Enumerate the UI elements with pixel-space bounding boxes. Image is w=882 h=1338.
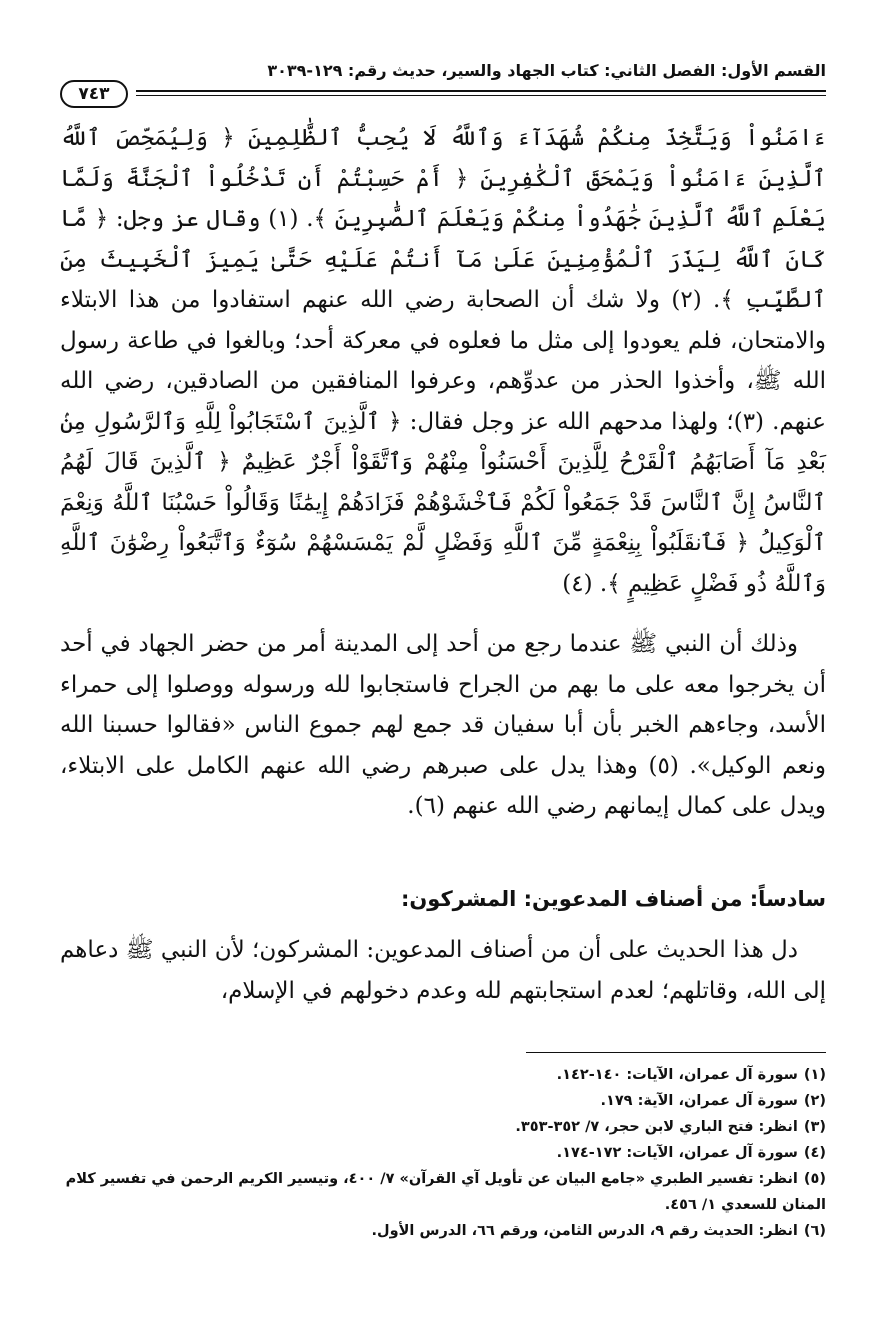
footnote-number: (٢) [803, 1093, 826, 1109]
footnote-2 [60, 1088, 826, 1114]
page-number: ٧٤٣ [60, 80, 128, 108]
header-rule [136, 90, 826, 96]
footnote-text: انظر: فتح الباري لابن حجر، ٧/ ٣٥٢-٣٥٣. [515, 1119, 798, 1135]
main-paragraph-1 [60, 118, 826, 604]
footnote-number: (٣) [803, 1119, 826, 1135]
footnote-text: سورة آل عمران، الآيات: ١٤٠-١٤٢. [556, 1067, 798, 1083]
paragraph-text: دل هذا الحديث على أن من أصناف المدعوين: المشركون؛ لأن النبي ﷺ دعاهم إلى الله، وقاتلهم؛ لعدم استجابتهم لله وعدم دخولهم في الإسلام، [60, 937, 826, 1004]
footnote-text: سورة آل عمران، الآيات: ١٧٢-١٧٤. [556, 1145, 798, 1161]
footnote-text: سورة آل عمران، الآية: ١٧٩. [600, 1093, 798, 1109]
footnote-text: انظر: تفسير الطبري «جامع البيان عن تأويل آي القرآن» ٧/ ٤٠٠، وتيسير الكريم الرحمن في تفسير كلام المنان للسعدي ١/ ٤٥٦. [65, 1171, 826, 1213]
book-page [60, 58, 826, 1288]
footnotes [60, 1062, 826, 1244]
footnote-4 [60, 1140, 826, 1166]
section-heading: سادساً: من أصناف المدعوين: المشركون: [400, 887, 826, 911]
footnote-text: انظر: الحديث رقم ٩، الدرس الثامن، ورقم ٦٦، الدرس الأول. [371, 1223, 798, 1239]
main-paragraph-3 [60, 930, 826, 1011]
footnote-5 [60, 1166, 826, 1218]
footnote-number: (٤) [803, 1145, 826, 1161]
footnote-number: (٦) [803, 1223, 826, 1239]
paragraph-text: وذلك أن النبي ﷺ عندما رجع من أحد إلى المدينة أمر من حضر الجهاد في أحد أن يخرجوا معه على ما بهم من الجراح فاستجابوا لله ورسوله ووصلوا إلى حمراء الأسد، وجاءهم الخبر بأن أبا سفيان قد جمع لهم جموع الناس «فقالوا حسبنا الله ونعم الوكيل». (٥) وهذا يدل على صبرهم رضي الله عنهم الكامل على الابتلاء، ويدل على كمال إيمانهم رضي الله عنهم (٦). [60, 631, 826, 819]
footnote-number: (١) [803, 1067, 826, 1083]
paragraph-text: ءَامَنُواْ وَيَتَّخِذَ مِنكُمْ شُهَدَآءَ وَٱللَّهُ لَا يُحِبُّ ٱلظَّٰلِمِينَ ﴿ وَلِيُمَحِّصَ ٱللَّهُ ٱلَّذِينَ ءَامَنُواْ وَيَمْحَقَ ٱلْكَٰفِرِينَ ﴿ أَمْ حَسِبْتُمْ أَن تَدْخُلُواْ ٱلْجَنَّةَ وَلَمَّا يَعْلَمِ ٱللَّهُ ٱلَّذِينَ جَٰهَدُواْ مِنكُمْ وَيَعْلَمَ ٱلصَّٰبِرِينَ ﴾. (١) وقال عز وجل: ﴿ مَّا كَانَ ٱللَّهُ لِيَذَرَ ٱلْمُؤْمِنِينَ عَلَىٰ مَآ أَنتُمْ عَلَيْهِ حَتَّىٰ يَمِيزَ ٱلْخَبِيثَ مِنَ ٱلطَّيِّبِ ﴾. (٢) ولا شك أن الصحابة رضي الله عنهم استفادوا من هذا الابتلاء والامتحان، فلم يعودوا إلى مثل ما فعلوه في معركة أحد؛ وبالغوا في طاعة رسول الله ﷺ، وأخذوا الحذر من عدوِّهم، وعرفوا المنافقين من الصادقين، رضي الله عنهم. (٣)؛ ولهذا مدحهم الله عز وجل فقال: ﴿ ٱلَّذِينَ ٱسْتَجَابُواْ لِلَّهِ وَٱلرَّسُولِ مِنۢ بَعْدِ مَآ أَصَابَهُمُ ٱلْقَرْحُ لِلَّذِينَ أَحْسَنُواْ مِنْهُمْ وَٱتَّقَوْاْ أَجْرٌ عَظِيمٌ ﴿ ٱلَّذِينَ قَالَ لَهُمُ ٱلنَّاسُ إِنَّ ٱلنَّاسَ قَدْ جَمَعُواْ لَكُمْ فَٱخْشَوْهُمْ فَزَادَهُمْ إِيمَٰنًا وَقَالُواْ حَسْبُنَا ٱللَّهُ وَنِعْمَ ٱلْوَكِيلُ ﴿ فَٱنقَلَبُواْ بِنِعْمَةٍ مِّنَ ٱللَّهِ وَفَضْلٍ لَّمْ يَمْسَسْهُمْ سُوٓءٌ وَٱتَّبَعُواْ رِضْوَٰنَ ٱللَّهِ وَٱللَّهُ ذُو فَضْلٍ عَظِيمٍ ﴾. (٤) [60, 125, 827, 597]
running-title: القسم الأول: الفصل الثاني: كتاب الجهاد والسير، حديث رقم: ١٢٩-٣٠٣٩ [267, 61, 826, 80]
footnote-number: (٥) [803, 1171, 826, 1187]
footnote-separator [526, 1052, 826, 1053]
footnote-1 [60, 1062, 826, 1088]
footnote-3 [60, 1114, 826, 1140]
main-paragraph-2 [60, 624, 826, 827]
footnote-6 [60, 1218, 826, 1244]
